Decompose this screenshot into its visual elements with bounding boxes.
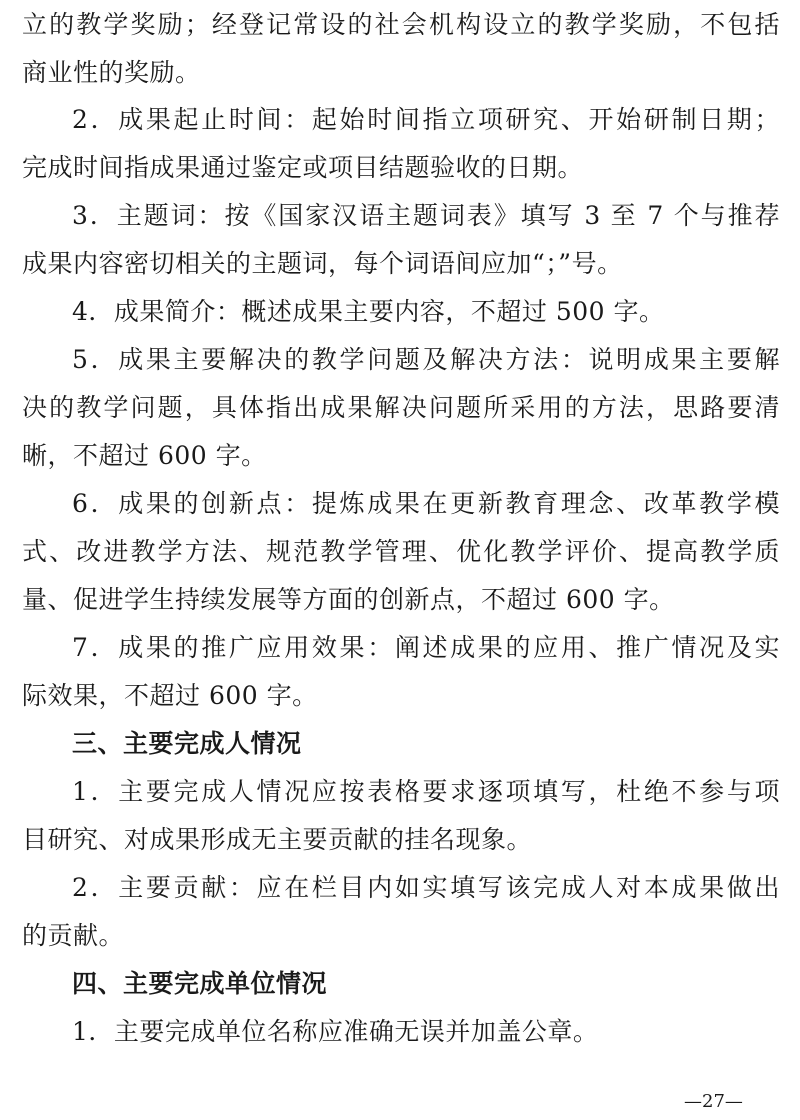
text-line: 2．成果起止时间：起始时间指立项研究、开始研制日期； xyxy=(72,105,780,134)
text-line: 3．主题词：按《国家汉语主题词表》填写 3 至 7 个与推荐 xyxy=(72,201,780,230)
section-heading: 三、主要完成人情况 xyxy=(72,729,302,758)
text-line: 成果内容密切相关的主题词，每个词语间应加“；”号。 xyxy=(22,249,623,278)
text-line: 5．成果主要解决的教学问题及解决方法：说明成果主要解 xyxy=(72,345,780,374)
text-line: 商业性的奖励。 xyxy=(22,58,201,87)
text-line: 1．主要完成单位名称应准确无误并加盖公章。 xyxy=(72,1017,599,1046)
text-line: 量、促进学生持续发展等方面的创新点，不超过 600 字。 xyxy=(22,585,675,614)
text-line: 决的教学问题，具体指出成果解决问题所采用的方法，思路要清 xyxy=(22,393,780,422)
page-number: —27— xyxy=(684,1091,743,1112)
text-line: 的贡献。 xyxy=(22,921,125,950)
text-line: 完成时间指成果通过鉴定或项目结题验收的日期。 xyxy=(22,153,584,182)
text-line: 际效果，不超过 600 字。 xyxy=(22,681,318,710)
section-heading: 四、主要完成单位情况 xyxy=(72,969,328,998)
text-line: 4．成果简介：概述成果主要内容，不超过 500 字。 xyxy=(72,297,665,326)
text-line: 目研究、对成果形成无主要贡献的挂名现象。 xyxy=(22,825,533,854)
text-line: 式、改进教学方法、规范教学管理、优化教学评价、提高教学质 xyxy=(22,537,780,566)
text-line: 2．主要贡献：应在栏目内如实填写该完成人对本成果做出 xyxy=(72,873,780,902)
text-line: 7．成果的推广应用效果：阐述成果的应用、推广情况及实 xyxy=(72,633,780,662)
text-line: 晰，不超过 600 字。 xyxy=(22,441,267,470)
text-line: 1．主要完成人情况应按表格要求逐项填写，杜绝不参与项 xyxy=(72,777,780,806)
text-line: 6．成果的创新点：提炼成果在更新教育理念、改革教学模 xyxy=(72,489,780,518)
text-line: 立的教学奖励；经登记常设的社会机构设立的教学奖励，不包括 xyxy=(22,10,780,39)
